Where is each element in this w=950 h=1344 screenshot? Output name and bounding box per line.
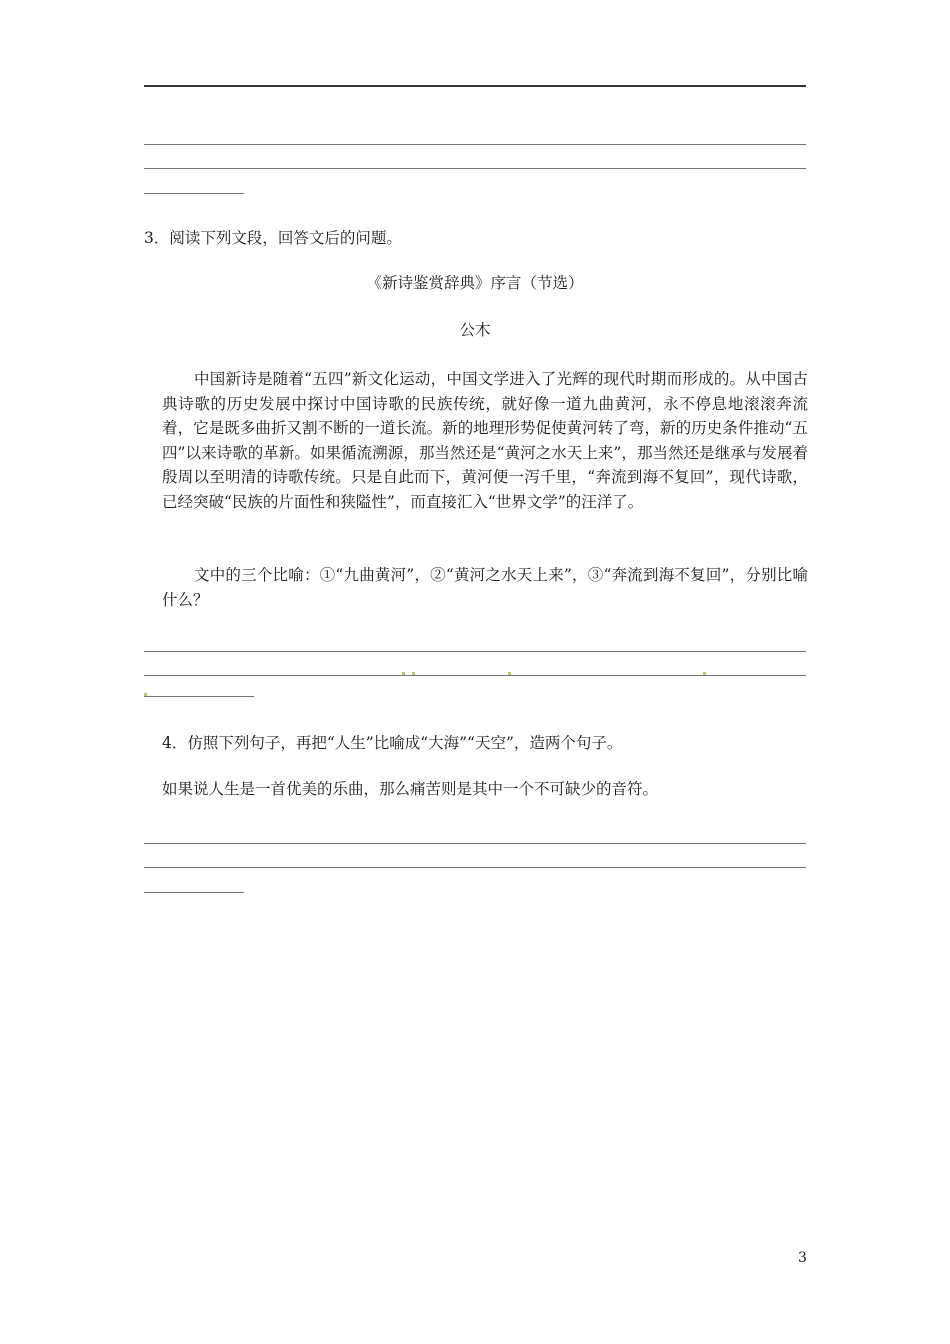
question-3-text: 文中的三个比喻：①“九曲黄河”，②“黄河之水天上来”，③“奔流到海不复回”，分别比喻什么？ [162, 566, 808, 609]
answer-line [144, 843, 806, 844]
answer-line [144, 193, 244, 194]
scan-mark [508, 672, 511, 675]
passage-author: 公木 [459, 321, 491, 339]
question-4-prompt: 4．仿照下列句子，再把“人生”比喻成“大海”“天空”，造两个句子。 [162, 734, 623, 752]
answer-line [144, 168, 806, 169]
answer-line [144, 675, 806, 676]
question-3-prompt: 3．阅读下列文段，回答文后的问题。 [144, 229, 402, 247]
answer-line [144, 867, 806, 868]
answer-line [144, 651, 806, 652]
header-rule [144, 85, 806, 87]
scan-mark [144, 693, 147, 696]
answer-line [144, 892, 244, 893]
question-4-example: 如果说人生是一首优美的乐曲，那么痛苦则是其中一个不可缺少的音符。 [162, 780, 659, 798]
answer-line [144, 696, 254, 697]
passage-body: 中国新诗是随着“五四”新文化运动，中国文学进入了光辉的现代时期而形成的。从中国古典诗歌的历史发展中探讨中国诗歌的民族传统，就好像一道九曲黄河，永不停息地滚滚奔流着，它是既多曲折又割不断的一道长流。新的地理形势促使黄河转了弯，新的历史条件推动“五四”以来诗歌的革新。如果循流溯源，那当然还是“黄河之水天上来”，那当然还是继承与发展着殷周以至明清的诗歌传统。只是自此而下，黄河便一泻千里，“奔流到海不复回”，现代诗歌，已经突破“民族的片面性和狭隘性”，而直接汇入“世界文学”的汪洋了。 [162, 370, 808, 511]
scan-mark [703, 672, 706, 675]
answer-line [144, 144, 806, 145]
scan-mark [412, 672, 415, 675]
page-number: 3 [798, 1250, 807, 1266]
passage-title: 《新诗鉴赏辞典》序言（节选） [366, 274, 584, 292]
scan-mark [402, 672, 405, 675]
